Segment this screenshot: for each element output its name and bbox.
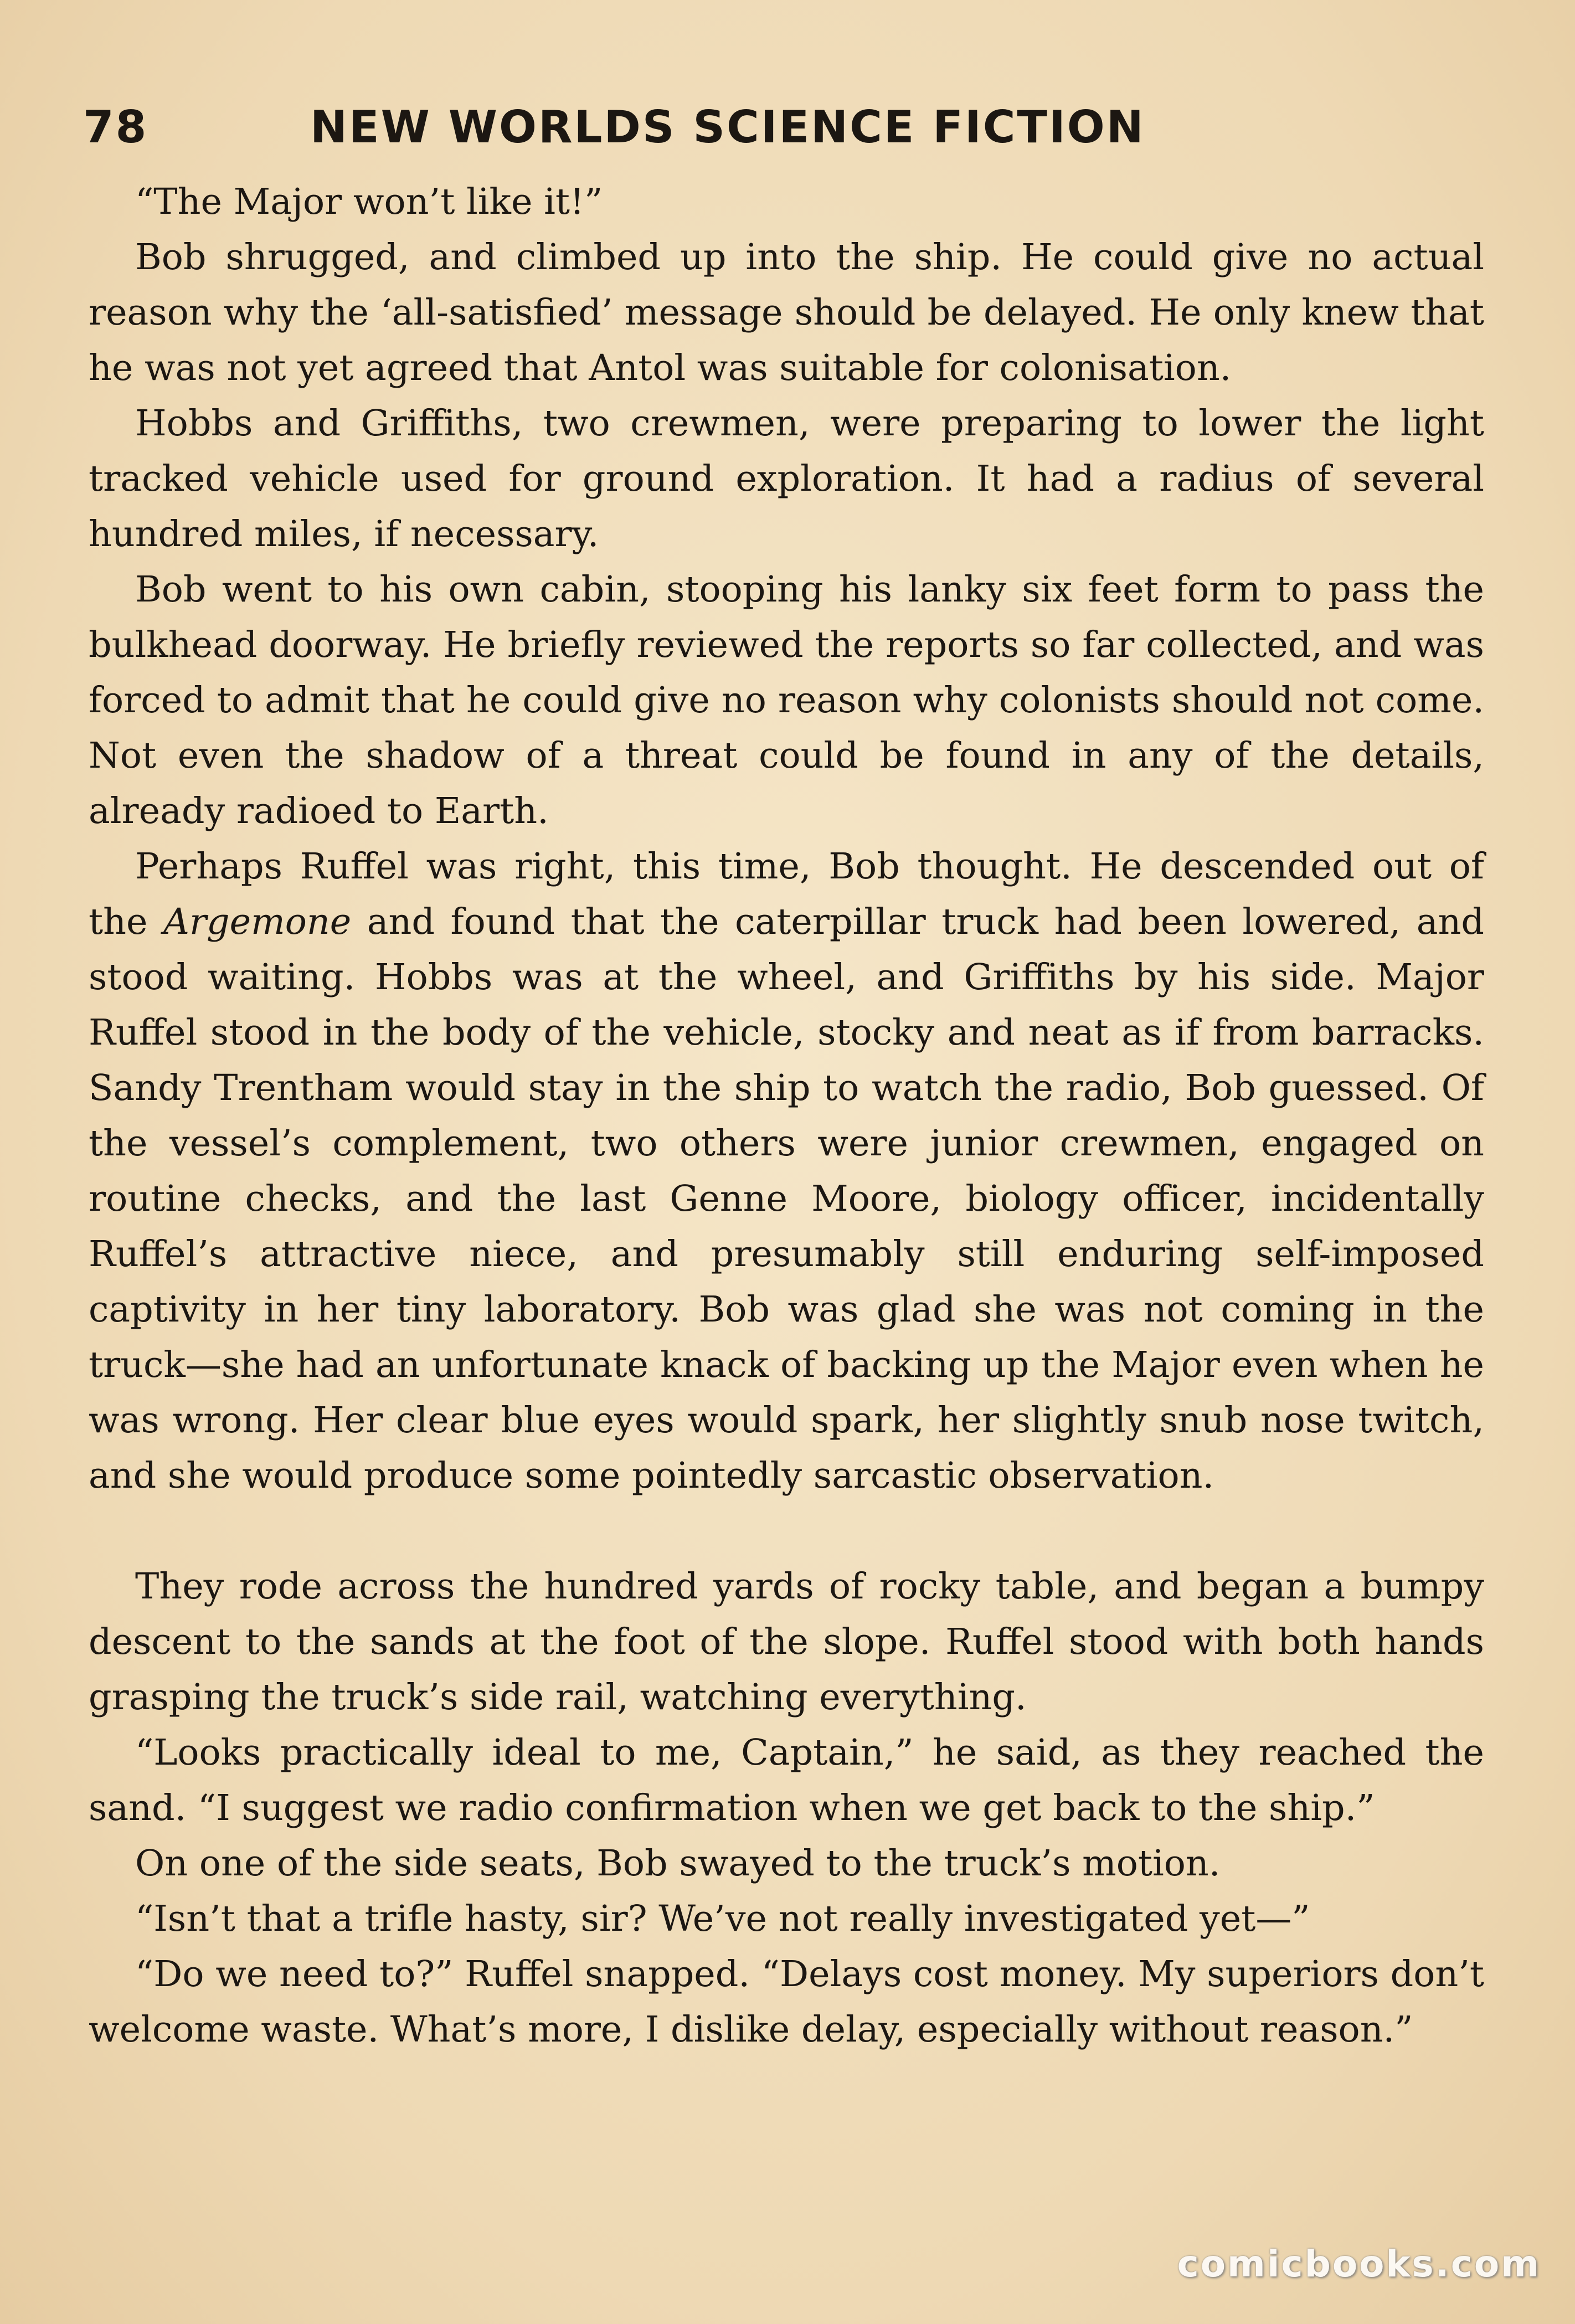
story-text <box>89 174 1484 2058</box>
paragraph: Hobbs and Griffiths, two crewmen, were preparing to lower the light tracked vehicle used for ground exploration. It had a radius of several hundred miles, if necessary. <box>89 403 1484 555</box>
page-number: 78 <box>83 101 148 153</box>
paragraph: On one of the side seats, Bob swayed to the truck’s motion. <box>135 1843 1221 1884</box>
paragraph-text: Perhaps Ruffel was right, this time, Bob thought. He descended out of the <box>89 846 1484 943</box>
paragraph: Bob went to his own cabin, stooping his lanky six feet form to pass the bulkhead doorway. He briefly reviewed the reports so far collected, and was forced to admit that he could give no reason why colonists should not come. Not even the shadow of a threat could be found in any of the details, already radioed to Earth. <box>89 569 1484 832</box>
paragraph: “Do we need to?” Ruffel snapped. “Delays cost money. My superiors don’t welcome waste. What’s more, I dislike delay, especially without reason.” <box>89 1953 1484 2050</box>
ship-name: Argemone <box>163 901 352 943</box>
page-header <box>83 94 1501 161</box>
paragraph: They rode across the hundred yards of rocky table, and began a bumpy descent to the sands at the foot of the slope. Ruffel stood with both hands grasping the truck’s side rail, watching everything. <box>89 1566 1484 1718</box>
paragraph: “Isn’t that a trifle hasty, sir? We’ve not really investigated yet—” <box>135 1898 1310 1940</box>
paragraph: Bob shrugged, and climbed up into the ship. He could give no actual reason why the ‘all-satisfied’ message should be delayed. He only knew that he was not yet agreed that Antol was suitable for colonisation. <box>89 236 1484 389</box>
paragraph: “The Major won’t like it!” <box>135 181 603 223</box>
paragraph-text: and found that the caterpillar truck had been lowered, and stood waiting. Hobbs was at the wheel, and Griffiths by his side. Major Ruffel stood in the body of the vehicle, stocky and neat as if from barracks. Sandy Trentham would stay in the ship to watch the radio, Bob guessed. Of the vessel’s complement, two others were junior crewmen, engaged on routine checks, and the last Genne Moore, biology officer, incidentally Ruffel’s attractive niece, and presumably still enduring self-imposed captivity in her tiny laboratory. Bob was glad she was not coming in the truck—she had an unfortunate knack of backing up the Major even when he was wrong. Her clear blue eyes would spark, her slightly snub nose twitch, and she would produce some pointedly sarcastic observation. <box>89 901 1484 1497</box>
running-title: NEW WORLDS SCIENCE FICTION <box>310 101 1145 153</box>
paragraph: “Looks practically ideal to me, Captain,” he said, as they reached the sand. “I suggest we radio confirmation when we get back to the ship.” <box>89 1732 1484 1829</box>
paragraph <box>89 839 1484 1504</box>
site-watermark: comicbooks.com <box>1177 2243 1541 2285</box>
